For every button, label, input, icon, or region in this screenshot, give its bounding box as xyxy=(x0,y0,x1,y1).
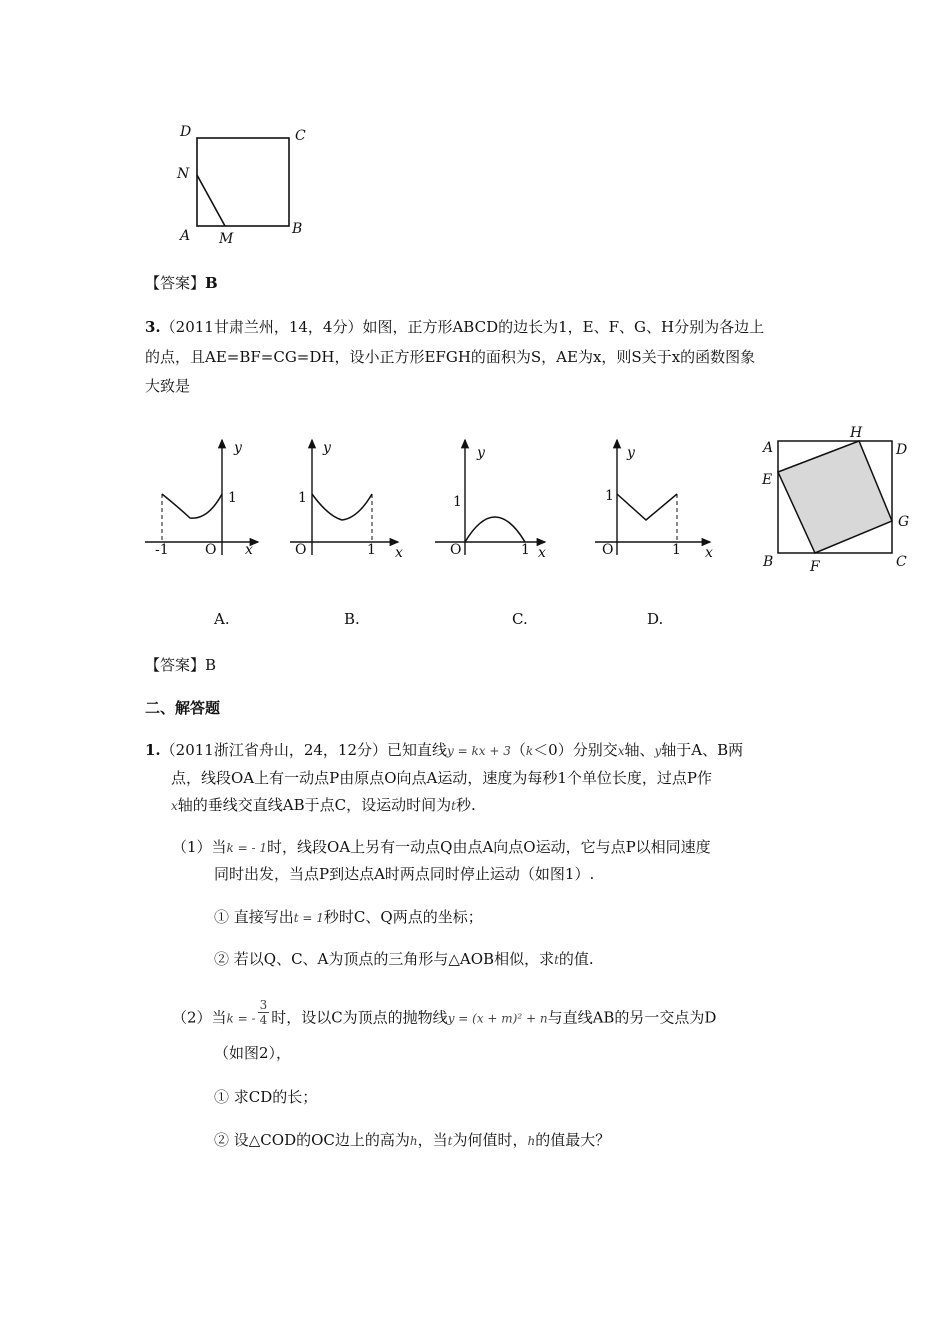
graph-d-one-x: 1 xyxy=(672,542,681,558)
graph-a-neg-one: -1 xyxy=(155,542,169,558)
segment-nm xyxy=(197,175,225,226)
caption-c: C. xyxy=(512,610,528,628)
sq-label-d: D xyxy=(896,442,908,458)
sq-label-a: A xyxy=(763,440,774,456)
q1-yvar: y xyxy=(654,744,662,758)
q1-line2: 点，线段OA上有一动点P由原点O向点A运动，速度为每秒1个单位长度，过点P作 xyxy=(171,769,712,787)
graph-c-y: y xyxy=(477,445,485,461)
graph-b-o: O xyxy=(295,542,307,558)
sq-label-h: H xyxy=(850,425,863,441)
graph-c-one-y: 1 xyxy=(453,494,462,510)
graph-a-y: y xyxy=(234,440,242,456)
answer-1 xyxy=(145,272,218,293)
q1-text: ② 设△COD的OC边上的高为 xyxy=(214,1131,410,1149)
fraction-den: 4 xyxy=(259,1013,268,1027)
q1-text: 轴的垂线交直线AB于点C，设运动时间为 xyxy=(177,796,452,814)
fraction-3-4 xyxy=(258,998,270,1027)
q1-p2eq: y = (x + m)² + n xyxy=(447,1011,548,1026)
graph-d-x: x xyxy=(705,545,713,561)
q1-text: 时，线段OA上另有一动点Q由点A向点O运动，它与点P以相同速度 xyxy=(267,838,711,856)
q1-p2k: k = - xyxy=(226,1011,256,1026)
graph-c-o: O xyxy=(450,542,462,558)
q1-line3 xyxy=(171,794,476,815)
answer-prefix: 【答案】 xyxy=(145,274,206,292)
q1-text: ＜0）分别交 xyxy=(533,741,618,759)
q1-xvar: x xyxy=(171,799,178,813)
q1-text: （1）当 xyxy=(172,838,227,856)
answer-value: B xyxy=(205,656,217,674)
graph-a-x: x xyxy=(245,542,253,558)
q1-text: （2011浙江省舟山，24，12分）已知直线 xyxy=(160,741,448,759)
fraction-num: 3 xyxy=(259,998,268,1012)
q1-text: 秒时C、Q两点的坐标； xyxy=(323,908,483,926)
graph-b-y: y xyxy=(323,440,331,456)
q1-text: 秒. xyxy=(455,796,476,814)
q3-number: 3. xyxy=(145,318,161,336)
q3-line3: 大致是 xyxy=(145,377,191,395)
label-b: B xyxy=(292,221,303,237)
q1-t: t xyxy=(447,1134,453,1148)
sq-label-e: E xyxy=(762,472,773,488)
graph-b-one-y: 1 xyxy=(298,490,307,506)
q1-xvar: x xyxy=(617,744,625,758)
q1-k: k xyxy=(525,744,534,758)
q1-t: t = 1 xyxy=(293,911,324,925)
graph-b-x: x xyxy=(395,545,403,561)
q1-part2-line2: （如图2）， xyxy=(214,1044,292,1062)
q1-text: 时，设以C为顶点的抛物线 xyxy=(271,1008,448,1027)
q1-text: 轴、 xyxy=(624,741,655,759)
q3-line1 xyxy=(145,316,764,337)
q1-eq1: y = kx + 3 xyxy=(447,744,511,758)
q1-text: （ xyxy=(510,741,526,759)
q1-part2-ii xyxy=(214,1129,610,1150)
square-abcd xyxy=(197,138,289,226)
square-efgh-figure xyxy=(778,441,892,553)
q1-text: 的值. xyxy=(558,950,594,968)
graph-d-o: O xyxy=(602,542,614,558)
section-title: 二、解答题 xyxy=(145,699,221,717)
q1-part1-ii xyxy=(214,948,594,969)
q1-text: ② 若以Q、C、A为顶点的三角形与△AOB相似，求 xyxy=(214,950,555,968)
q1-part1-line1 xyxy=(172,836,711,857)
graph-d-y: y xyxy=(627,445,635,461)
q1-text: （2）当 xyxy=(172,1008,227,1027)
q1-line1 xyxy=(145,739,743,760)
graph-c-one-x: 1 xyxy=(521,542,530,558)
q1-text: ① 直接写出 xyxy=(214,908,294,926)
caption-a: A. xyxy=(214,610,230,628)
graphs-row xyxy=(0,430,950,580)
sq-label-g: G xyxy=(898,514,910,530)
q1-part1-i xyxy=(214,906,483,927)
caption-b: B. xyxy=(344,610,360,628)
q1-text: 与直线AB的另一交点为D xyxy=(547,1008,717,1027)
sq-label-f: F xyxy=(810,559,820,575)
q1-text: 轴于A、B两 xyxy=(661,741,744,759)
q1-t: t xyxy=(554,953,559,967)
label-a: A xyxy=(180,228,191,244)
q1-part2-i: ① 求CD的长； xyxy=(214,1088,318,1106)
label-n: N xyxy=(177,166,190,182)
q1-part2-line1 xyxy=(172,998,717,1033)
q1-text: ，当 xyxy=(417,1131,448,1149)
q1-text: 的值最大？ xyxy=(535,1131,611,1149)
graph-a xyxy=(145,440,258,555)
graph-c-x: x xyxy=(538,545,546,561)
answer-2 xyxy=(145,654,216,675)
sq-label-c: C xyxy=(896,554,907,570)
q1-h: h xyxy=(409,1134,418,1148)
q3-line2: 的点，且AE=BF=CG=DH，设小正方形EFGH的面积为S，AE为x，则S关于x的函数图象 xyxy=(145,348,756,366)
q1-t: t xyxy=(451,799,456,813)
graph-b-one-x: 1 xyxy=(367,542,376,558)
graph-c xyxy=(435,440,545,555)
label-m: M xyxy=(219,231,234,247)
graph-a-one: 1 xyxy=(228,490,237,506)
q3-text-1: （2011甘肃兰州，14，4分）如图，正方形ABCD的边长为1，E、F、G、H分别为各边上 xyxy=(160,318,765,336)
q1-part1-line2: 同时出发，当点P到达点A时两点同时停止运动（如图1）. xyxy=(214,865,595,883)
graph-a-o: O xyxy=(205,542,217,558)
q1-p1k: k = - 1 xyxy=(226,841,268,855)
sq-label-b: B xyxy=(763,554,774,570)
answer-prefix: 【答案】 xyxy=(145,656,206,674)
answer-value: B xyxy=(205,274,218,292)
label-d: D xyxy=(180,124,192,140)
caption-d: D. xyxy=(647,610,664,628)
label-c: C xyxy=(295,128,306,144)
graph-d-one-y: 1 xyxy=(605,488,614,504)
q1-number: 1. xyxy=(145,741,161,759)
q1-text: 为何值时， xyxy=(452,1131,528,1149)
q1-h: h xyxy=(527,1134,536,1148)
